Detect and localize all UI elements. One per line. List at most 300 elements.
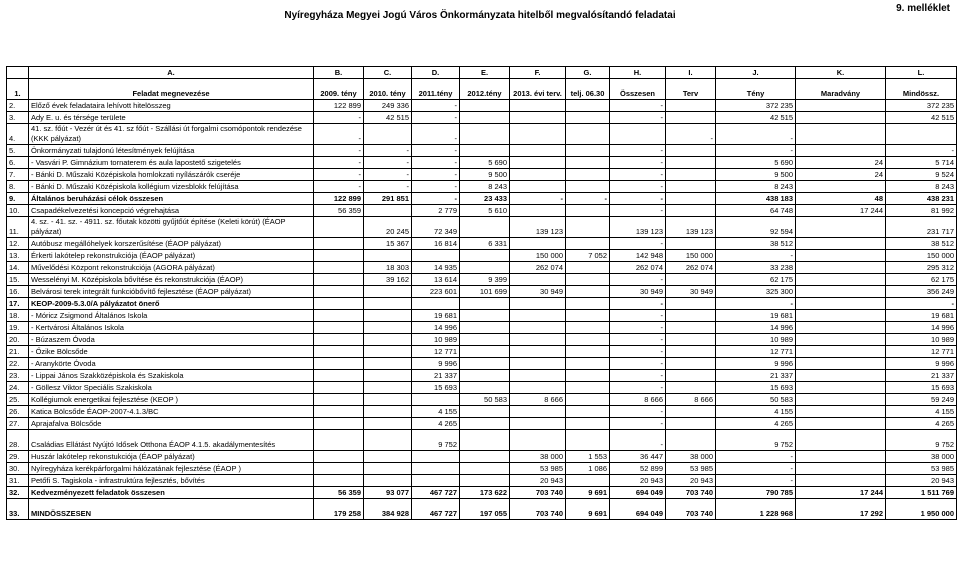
- value-cell: -: [314, 157, 364, 169]
- value-cell: 9 691: [566, 499, 610, 520]
- value-cell: 150 000: [666, 250, 716, 262]
- value-cell: 17 244: [796, 205, 886, 217]
- value-cell: [412, 394, 460, 406]
- value-cell: 9 500: [716, 169, 796, 181]
- value-cell: [666, 346, 716, 358]
- value-cell: [460, 475, 510, 487]
- value-cell: 150 000: [886, 250, 957, 262]
- task-name: Érkerti lakótelep rekonstrukciója (ÉAOP pályázat): [29, 250, 314, 262]
- value-cell: 8 666: [510, 394, 566, 406]
- row-number: 33.: [7, 499, 29, 520]
- value-cell: [412, 250, 460, 262]
- value-cell: 5 690: [716, 157, 796, 169]
- value-cell: [364, 322, 412, 334]
- value-cell: 9 996: [412, 358, 460, 370]
- task-name: - Őzike Bölcsőde: [29, 346, 314, 358]
- table-row: [7, 310, 957, 322]
- row-number: 8.: [7, 181, 29, 193]
- table-row: [7, 145, 957, 157]
- value-cell: [510, 310, 566, 322]
- value-cell: -: [610, 298, 666, 310]
- value-cell: 1 511 769: [886, 487, 957, 499]
- value-cell: 703 740: [510, 487, 566, 499]
- value-cell: 122 899: [314, 100, 364, 112]
- value-cell: 139 123: [510, 217, 566, 238]
- value-cell: H.: [610, 67, 666, 79]
- row-number: 26.: [7, 406, 29, 418]
- value-cell: 1 228 968: [716, 499, 796, 520]
- value-cell: [364, 394, 412, 406]
- value-cell: Mindössz.: [886, 79, 957, 100]
- row-number: 3.: [7, 112, 29, 124]
- value-cell: 142 948: [610, 250, 666, 262]
- table-row: [7, 286, 957, 298]
- value-cell: [566, 382, 610, 394]
- value-cell: [460, 418, 510, 430]
- value-cell: [460, 334, 510, 346]
- task-name: - Búzaszem Óvoda: [29, 334, 314, 346]
- value-cell: [314, 322, 364, 334]
- value-cell: 372 235: [716, 100, 796, 112]
- value-cell: -: [610, 310, 666, 322]
- value-cell: 790 785: [716, 487, 796, 499]
- row-number: 15.: [7, 274, 29, 286]
- value-cell: [666, 274, 716, 286]
- value-cell: 197 055: [460, 499, 510, 520]
- value-cell: 8 243: [886, 181, 957, 193]
- row-number: 5.: [7, 145, 29, 157]
- row-number: 2.: [7, 100, 29, 112]
- task-name: Wesselényi M. Középiskola bővítése és rekonstrukciója (ÉAOP): [29, 274, 314, 286]
- value-cell: [460, 298, 510, 310]
- value-cell: [566, 406, 610, 418]
- value-cell: 15 693: [412, 382, 460, 394]
- value-cell: [314, 370, 364, 382]
- value-cell: 9 752: [716, 430, 796, 451]
- value-cell: [510, 322, 566, 334]
- task-name: Csapadékelvezetési koncepció végrehajtása: [29, 205, 314, 217]
- value-cell: -: [610, 112, 666, 124]
- row-number: 22.: [7, 358, 29, 370]
- value-cell: E.: [460, 67, 510, 79]
- row-number: 1.: [7, 79, 29, 100]
- value-cell: [566, 238, 610, 250]
- table-row: [7, 463, 957, 475]
- value-cell: 8 243: [716, 181, 796, 193]
- value-cell: -: [314, 145, 364, 157]
- value-cell: [566, 217, 610, 238]
- value-cell: 53 985: [666, 463, 716, 475]
- value-cell: L.: [886, 67, 957, 79]
- value-cell: C.: [364, 67, 412, 79]
- value-cell: [796, 406, 886, 418]
- value-cell: [666, 322, 716, 334]
- value-cell: [796, 451, 886, 463]
- value-cell: 20 943: [510, 475, 566, 487]
- value-cell: 5 690: [460, 157, 510, 169]
- value-cell: 21 337: [412, 370, 460, 382]
- value-cell: [314, 250, 364, 262]
- row-number: 24.: [7, 382, 29, 394]
- value-cell: [314, 217, 364, 238]
- value-cell: [460, 262, 510, 274]
- value-cell: [364, 310, 412, 322]
- value-cell: 2011.tény: [412, 79, 460, 100]
- value-cell: 295 312: [886, 262, 957, 274]
- value-cell: [510, 382, 566, 394]
- value-cell: [796, 250, 886, 262]
- value-cell: -: [412, 124, 460, 145]
- row-number: 13.: [7, 250, 29, 262]
- value-cell: [364, 406, 412, 418]
- value-cell: 81 992: [886, 205, 957, 217]
- value-cell: [460, 322, 510, 334]
- value-cell: 62 175: [716, 274, 796, 286]
- value-cell: [566, 181, 610, 193]
- value-cell: 291 851: [364, 193, 412, 205]
- value-cell: [666, 406, 716, 418]
- value-cell: [796, 475, 886, 487]
- row-number: 27.: [7, 418, 29, 430]
- value-cell: -: [364, 157, 412, 169]
- table-row: [7, 250, 957, 262]
- value-cell: [666, 382, 716, 394]
- table-row: [7, 346, 957, 358]
- table-row: [7, 181, 957, 193]
- value-cell: 231 717: [886, 217, 957, 238]
- value-cell: [364, 346, 412, 358]
- value-cell: [796, 430, 886, 451]
- value-cell: [364, 475, 412, 487]
- value-cell: [796, 418, 886, 430]
- value-cell: [460, 346, 510, 358]
- value-cell: -: [314, 124, 364, 145]
- value-cell: F.: [510, 67, 566, 79]
- value-cell: -: [666, 124, 716, 145]
- task-name: - Bánki D. Műszaki Középiskola kollégium vizesblokk felújítása: [29, 181, 314, 193]
- table-row: [7, 124, 957, 145]
- row-number: 16.: [7, 286, 29, 298]
- table-row: [7, 487, 957, 499]
- value-cell: 5 714: [886, 157, 957, 169]
- value-cell: [412, 475, 460, 487]
- value-cell: 12 771: [412, 346, 460, 358]
- task-name: Petőfi S. Tagiskola - infrastruktúra fejlesztés, bővítés: [29, 475, 314, 487]
- value-cell: 21 337: [716, 370, 796, 382]
- value-cell: -: [610, 193, 666, 205]
- value-cell: 53 985: [886, 463, 957, 475]
- value-cell: [796, 382, 886, 394]
- value-cell: [510, 205, 566, 217]
- value-cell: -: [716, 475, 796, 487]
- value-cell: [314, 394, 364, 406]
- value-cell: 9 996: [716, 358, 796, 370]
- value-cell: 39 162: [364, 274, 412, 286]
- value-cell: 93 077: [364, 487, 412, 499]
- value-cell: 372 235: [886, 100, 957, 112]
- value-cell: -: [610, 205, 666, 217]
- value-cell: [364, 124, 412, 145]
- task-name: 41. sz. főút - Vezér út és 41. sz főút - Szállási út forgalmi csomópontok rendezése (KKK pályázat): [29, 124, 314, 145]
- task-name: - Móricz Zsigmond Általános Iskola: [29, 310, 314, 322]
- value-cell: [796, 181, 886, 193]
- value-cell: [510, 418, 566, 430]
- table-row: [7, 205, 957, 217]
- value-cell: [460, 100, 510, 112]
- value-cell: 30 949: [666, 286, 716, 298]
- value-cell: [460, 358, 510, 370]
- value-cell: [666, 370, 716, 382]
- value-cell: 173 622: [460, 487, 510, 499]
- value-cell: -: [610, 145, 666, 157]
- value-cell: [460, 124, 510, 145]
- row-number: 25.: [7, 394, 29, 406]
- value-cell: 703 740: [666, 499, 716, 520]
- table-row: [7, 418, 957, 430]
- value-cell: [460, 406, 510, 418]
- value-cell: -: [610, 358, 666, 370]
- value-cell: [364, 370, 412, 382]
- value-cell: [666, 298, 716, 310]
- value-cell: 1 086: [566, 463, 610, 475]
- table-row: [7, 451, 957, 463]
- value-cell: -: [610, 238, 666, 250]
- value-cell: 7 052: [566, 250, 610, 262]
- value-cell: 14 996: [716, 322, 796, 334]
- value-cell: 2009. tény: [314, 79, 364, 100]
- value-cell: 6 331: [460, 238, 510, 250]
- value-cell: -: [716, 145, 796, 157]
- value-cell: [364, 358, 412, 370]
- value-cell: [566, 394, 610, 406]
- value-cell: 52 899: [610, 463, 666, 475]
- value-cell: 223 601: [412, 286, 460, 298]
- value-cell: [666, 100, 716, 112]
- value-cell: [796, 100, 886, 112]
- value-cell: [796, 310, 886, 322]
- value-cell: 179 258: [314, 499, 364, 520]
- value-cell: -: [412, 193, 460, 205]
- value-cell: 438 183: [716, 193, 796, 205]
- value-cell: [364, 250, 412, 262]
- table-row: [7, 217, 957, 238]
- value-cell: [666, 430, 716, 451]
- task-name: - Vasvári P. Gimnázium tornaterem és aula lapostető szigetelés: [29, 157, 314, 169]
- value-cell: -: [886, 145, 957, 157]
- value-cell: [666, 238, 716, 250]
- value-cell: [510, 100, 566, 112]
- value-cell: 20 943: [666, 475, 716, 487]
- value-cell: [364, 286, 412, 298]
- value-cell: [886, 124, 957, 145]
- value-cell: 23 433: [460, 193, 510, 205]
- row-number: 10.: [7, 205, 29, 217]
- task-name: - Bánki D. Műszaki Középiskola homlokzati nyílászárók cseréje: [29, 169, 314, 181]
- header-row: [7, 79, 957, 100]
- row-number: 7.: [7, 169, 29, 181]
- value-cell: 9 691: [566, 487, 610, 499]
- value-cell: 30 949: [510, 286, 566, 298]
- value-cell: [666, 157, 716, 169]
- value-cell: 38 512: [886, 238, 957, 250]
- value-cell: [796, 346, 886, 358]
- value-cell: -: [610, 157, 666, 169]
- task-name: Ady E. u. és térsége területe: [29, 112, 314, 124]
- value-cell: -: [716, 124, 796, 145]
- task-name: Művelődési Központ rekonstrukciója (AGORA pályázat): [29, 262, 314, 274]
- row-number: 19.: [7, 322, 29, 334]
- value-cell: 9 524: [886, 169, 957, 181]
- task-name: Nyíregyháza kerékpárforgalmi hálózatának fejlesztése (ÉAOP ): [29, 463, 314, 475]
- value-cell: 42 515: [886, 112, 957, 124]
- value-cell: 325 300: [716, 286, 796, 298]
- value-cell: 14 935: [412, 262, 460, 274]
- value-cell: [510, 274, 566, 286]
- value-cell: 150 000: [510, 250, 566, 262]
- value-cell: -: [716, 451, 796, 463]
- table-row: [7, 298, 957, 310]
- value-cell: 12 771: [886, 346, 957, 358]
- table-row: [7, 406, 957, 418]
- value-cell: 19 681: [412, 310, 460, 322]
- budget-table: [6, 66, 957, 520]
- row-number: 21.: [7, 346, 29, 358]
- value-cell: [460, 217, 510, 238]
- value-cell: 17 244: [796, 487, 886, 499]
- task-name: Önkormányzati tulajdonú létesítmények felújítása: [29, 145, 314, 157]
- value-cell: [314, 274, 364, 286]
- value-cell: [460, 250, 510, 262]
- row-number: 11.: [7, 217, 29, 238]
- table-row: [7, 274, 957, 286]
- table-row: [7, 475, 957, 487]
- table-row: [7, 358, 957, 370]
- value-cell: 694 049: [610, 487, 666, 499]
- row-number: 14.: [7, 262, 29, 274]
- value-cell: 4 155: [886, 406, 957, 418]
- value-cell: [566, 310, 610, 322]
- value-cell: [460, 451, 510, 463]
- table-row: [7, 169, 957, 181]
- value-cell: 262 074: [666, 262, 716, 274]
- value-cell: 139 123: [610, 217, 666, 238]
- value-cell: [566, 322, 610, 334]
- table-row: [7, 100, 957, 112]
- value-cell: -: [314, 112, 364, 124]
- value-cell: [510, 430, 566, 451]
- value-cell: [566, 274, 610, 286]
- value-cell: [796, 217, 886, 238]
- value-cell: 20 943: [610, 475, 666, 487]
- value-cell: [314, 358, 364, 370]
- value-cell: 59 249: [886, 394, 957, 406]
- value-cell: [666, 334, 716, 346]
- value-cell: 262 074: [610, 262, 666, 274]
- value-cell: [364, 205, 412, 217]
- value-cell: 9 752: [886, 430, 957, 451]
- value-cell: [460, 145, 510, 157]
- value-cell: 2013. évi terv.: [510, 79, 566, 100]
- annex-label: 9. melléklet: [896, 3, 950, 14]
- value-cell: 1 553: [566, 451, 610, 463]
- value-cell: [460, 463, 510, 475]
- value-cell: -: [566, 193, 610, 205]
- value-cell: [364, 430, 412, 451]
- value-cell: 20 943: [886, 475, 957, 487]
- value-cell: [566, 346, 610, 358]
- table-row: [7, 238, 957, 250]
- value-cell: -: [314, 181, 364, 193]
- value-cell: [314, 346, 364, 358]
- value-cell: [460, 112, 510, 124]
- value-cell: -: [716, 463, 796, 475]
- value-cell: [666, 145, 716, 157]
- task-name: Kollégiumok energetikai fejlesztése (KEOP ): [29, 394, 314, 406]
- value-cell: 4 265: [716, 418, 796, 430]
- value-cell: 101 699: [460, 286, 510, 298]
- value-cell: -: [364, 181, 412, 193]
- value-cell: [796, 463, 886, 475]
- value-cell: 15 367: [364, 238, 412, 250]
- value-cell: [796, 124, 886, 145]
- value-cell: -: [610, 406, 666, 418]
- value-cell: -: [610, 430, 666, 451]
- value-cell: 262 074: [510, 262, 566, 274]
- value-cell: [314, 298, 364, 310]
- task-name: Huszár lakótelep rekonstukciója (ÉAOP pályázat): [29, 451, 314, 463]
- task-name: Katica Bölcsőde ÉAOP-2007-4.1.3/BC: [29, 406, 314, 418]
- value-cell: -: [886, 298, 957, 310]
- value-cell: [666, 181, 716, 193]
- value-cell: [510, 406, 566, 418]
- value-cell: [796, 334, 886, 346]
- value-cell: [610, 124, 666, 145]
- value-cell: 16 814: [412, 238, 460, 250]
- value-cell: 9 399: [460, 274, 510, 286]
- value-cell: [566, 262, 610, 274]
- value-cell: [796, 112, 886, 124]
- value-cell: 694 049: [610, 499, 666, 520]
- row-number: 18.: [7, 310, 29, 322]
- column-letters-row: [7, 67, 957, 79]
- value-cell: [314, 451, 364, 463]
- value-cell: 38 000: [666, 451, 716, 463]
- value-cell: [510, 346, 566, 358]
- value-cell: [566, 298, 610, 310]
- value-cell: 64 748: [716, 205, 796, 217]
- value-cell: 4 265: [412, 418, 460, 430]
- value-cell: [510, 358, 566, 370]
- value-cell: [566, 145, 610, 157]
- value-cell: [796, 238, 886, 250]
- task-name: Általános beruházási célok összesen: [29, 193, 314, 205]
- value-cell: 4 155: [412, 406, 460, 418]
- value-cell: -: [510, 193, 566, 205]
- value-cell: [566, 112, 610, 124]
- task-name: - Göllesz Viktor Speciális Szakiskola: [29, 382, 314, 394]
- value-cell: [510, 157, 566, 169]
- value-cell: 139 123: [666, 217, 716, 238]
- value-cell: G.: [566, 67, 610, 79]
- value-cell: [314, 418, 364, 430]
- value-cell: 2 779: [412, 205, 460, 217]
- value-cell: [796, 286, 886, 298]
- task-name: Aprajafalva Bölcsőde: [29, 418, 314, 430]
- value-cell: 467 727: [412, 499, 460, 520]
- row-number: 29.: [7, 451, 29, 463]
- task-name: - Lippai János Szakközépiskola és Szakiskola: [29, 370, 314, 382]
- value-cell: 13 614: [412, 274, 460, 286]
